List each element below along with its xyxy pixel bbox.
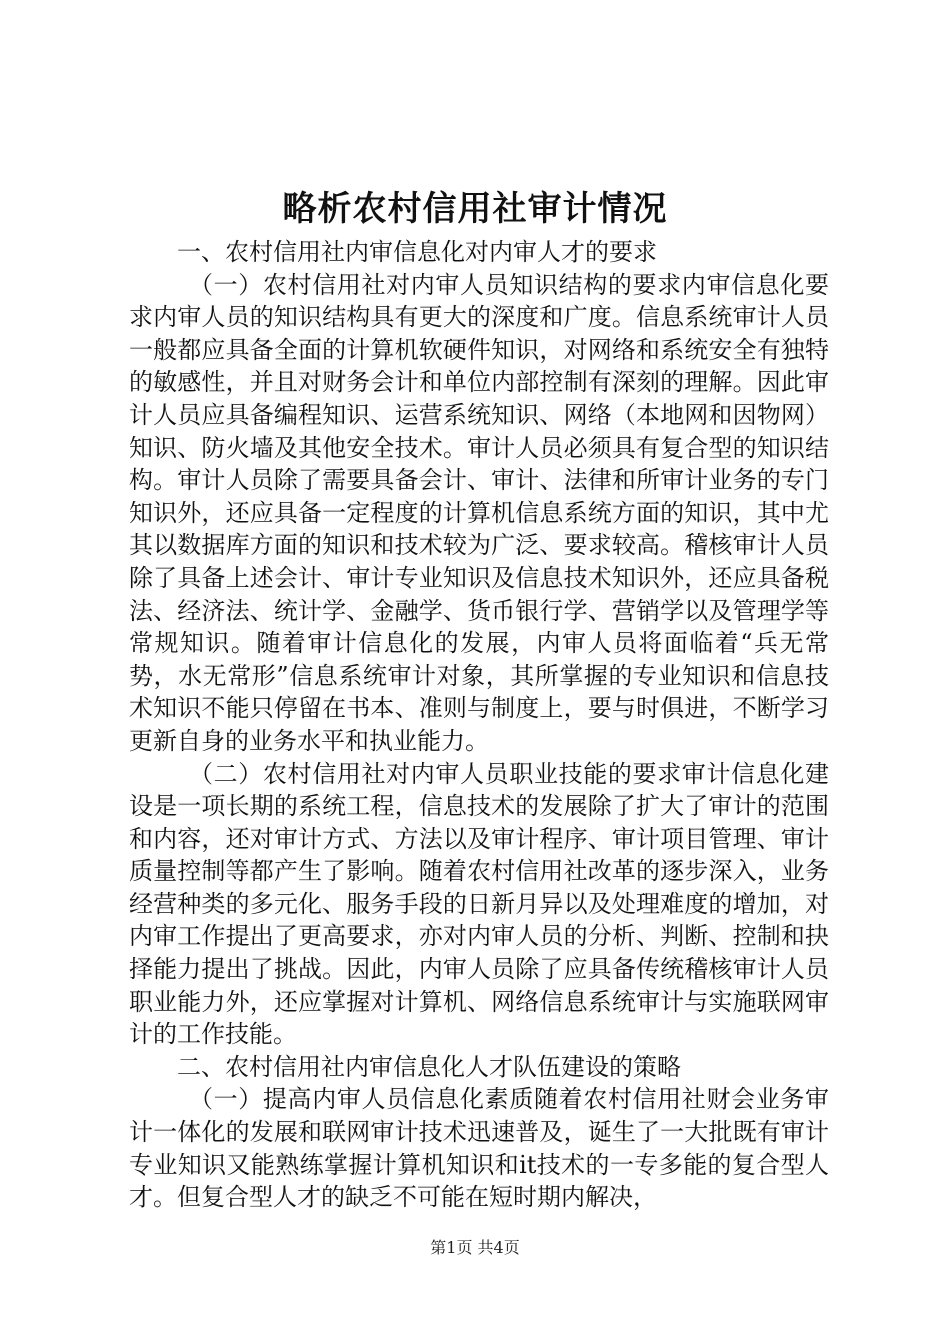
document-body bbox=[129, 236, 829, 1214]
page-number-footer: 第1页 共4页 bbox=[430, 1238, 520, 1257]
document-title: 略析农村信用社审计情况 bbox=[282, 189, 668, 229]
section-heading-1: 一、农村信用社内审信息化对内审人才的要求 bbox=[177, 238, 657, 266]
paragraph-professional-skills: （二）农村信用社对内审人员职业技能的要求审计信息化建设是一项长期的系统工程，信息技术的发展除了扩大了审计的范围和内容，还对审计方式、方法以及审计程序、审计项目管理、审计质量控制等都产生了影响。随着农村信用社改革的逐步深入，业务经营种类的多元化、服务手段的日新月异以及处理难度的增加，对内审工作提出了更高要求，亦对内审人员的分析、判断、控制和抉择能力提出了挑战。因此，内审人员除了应具备传统稽核审计人员职业能力外，还应掌握对计算机、网络信息系统审计与实施联网审计的工作技能。 bbox=[129, 759, 829, 1049]
section-heading-2: 二、农村信用社内审信息化人才队伍建设的策略 bbox=[177, 1052, 681, 1081]
paragraph-improve-quality: （一）提高内审人员信息化素质随着农村信用社财会业务审计一体化的发展和联网审计技术迅速普及，诞生了一大批既有审计专业知识又能熟练掌握计算机知识和it技术的一专多能的复合型人才。但复合型人才的缺乏不可能在短时期内解决， bbox=[129, 1085, 829, 1212]
paragraph-knowledge-structure: （一）农村信用社对内审人员知识结构的要求内审信息化要求内审人员的知识结构具有更大的深度和广度。信息系统审计人员一般都应具备全面的计算机软硬件知识，对网络和系统安全有独特的敏感性，并且对财务会计和单位内部控制有深刻的理解。因此审计人员应具备编程知识、运营系统知识、网络（本地网和因物网）知识、防火墙及其他安全技术。审计人员必须具有复合型的知识结构。审计人员除了需要具备会计、审计、法律和所审计业务的专门知识外，还应具备一定程度的计算机信息系统方面的知识，其中尤其以数据库方面的知识和技术较为广泛、要求较高。稽核审计人员除了具备上述会计、审计专业知识及信息技术知识外，还应具备税法、经济法、统计学、金融学、货币银行学、营销学以及管理学等常规知识。随着审计信息化的发展，内审人员将面临着“兵无常势，水无常形”信息系统审计对象，其所掌握的专业知识和信息技术知识不能只停留在书本、准则与制度上，要与时俱进，不断学习更新自身的业务水平和执业能力。 bbox=[129, 270, 829, 755]
